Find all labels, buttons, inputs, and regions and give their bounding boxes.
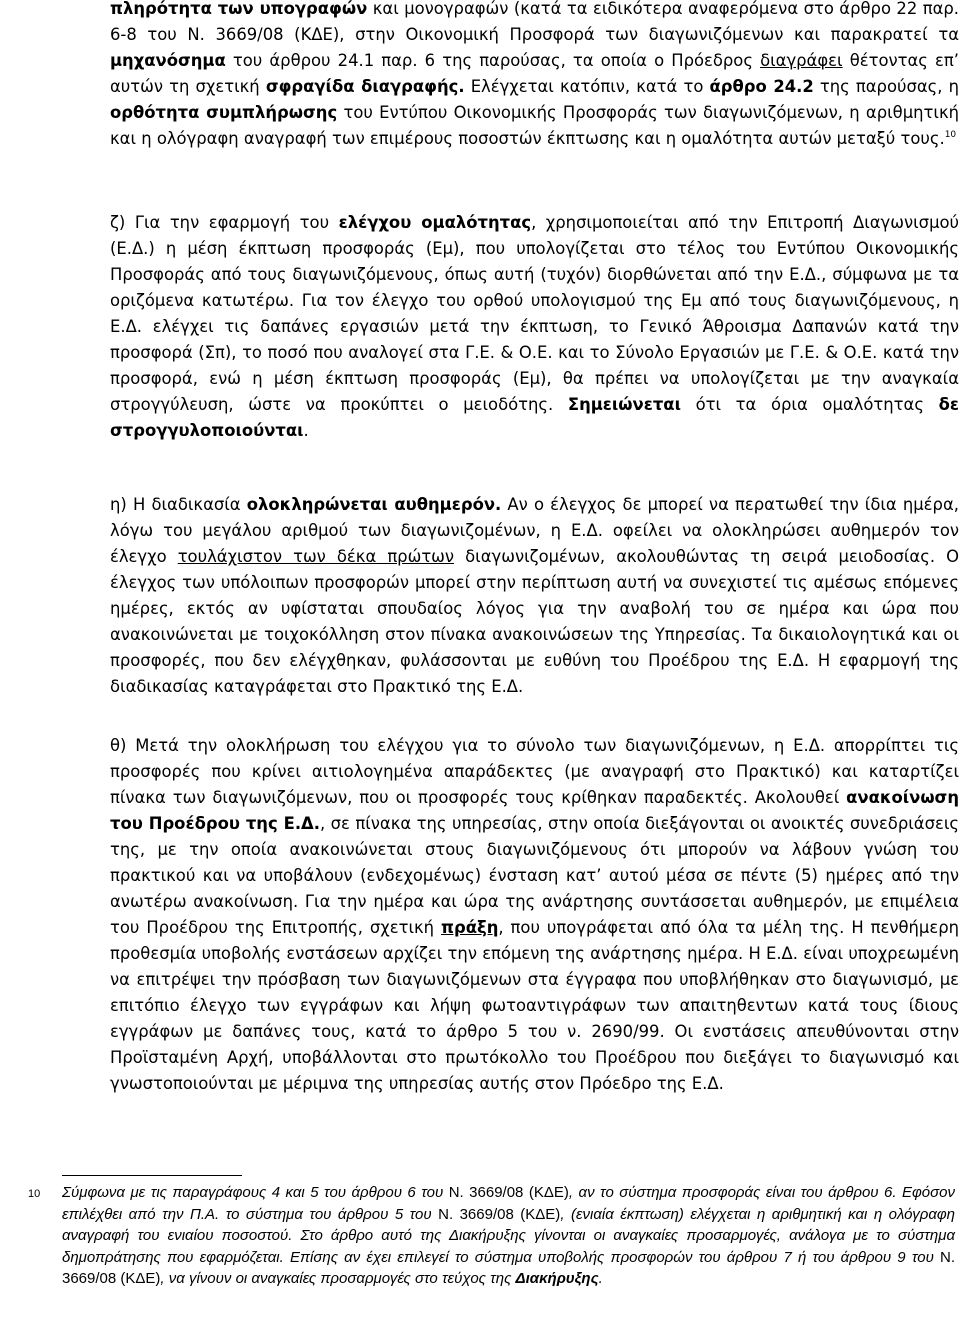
emphasis: μηχανόσημα xyxy=(110,51,226,70)
emphasis: ελέγχου ομαλότητας xyxy=(338,213,532,232)
text: Ν. 3669/08 (ΚΔΕ) xyxy=(62,1248,955,1288)
text: , (ενιαία έκπτωση) ελέγχεται η αριθμητική και η ολόγραφη αναγραφή του ενιαίου ποσοστού. Στο άρθρο αυτό της Διακήρυξης γίνονται οι αναγκαίες προσαρμογές, ανάλογα με το σύστημα δημοπράτησης που εφαρμόζεται. Επίσης αν έχει επιλεγεί το σύστημα υποβολής προσφορών του άρθρου 7 ή του άρθρου 9 του xyxy=(62,1205,955,1266)
text: ότι τα όρια ομαλότητας xyxy=(680,395,939,414)
text: του Εντύπου Οικονομικής Προσφοράς των διαγωνιζόμενων, η αριθμητική και η ολόγραφη αναγραφή των επιμέρους ποσοστών έκπτωσης και η ομαλότητα αυτών μεταξύ τους. xyxy=(110,103,959,148)
text: , σε πίνακα της υπηρεσίας, στην οποία διεξάγονται οι ανοικτές συνεδριάσεις της, με την οποία ανακοινώνεται στους διαγωνιζόμενους ότι μπορούν να λάβουν γνώση του πρακτικού και να υποβάλουν (ενδεχομένως) ένσταση κατ’ αυτού μέσα σε πέντε (5) ημέρες από την ανωτέρω ανακοίνωση. Για την ημέρα και ώρα της ανάρτησης συντάσσεται αυθημερόν, με επιμέλεια του Προέδρου της Επιτροπής, σχετική xyxy=(110,814,960,937)
text: . xyxy=(303,421,309,440)
paragraph-signatures-check xyxy=(110,0,959,152)
text: ζ) Για την εφαρμογή του xyxy=(110,213,339,232)
footnote-reference[interactable]: 10 xyxy=(944,130,957,140)
footnote-text xyxy=(62,1182,955,1290)
text: του άρθρου 24.1 παρ. 6 της παρούσας, τα οποία ο Πρόεδρος xyxy=(225,51,761,70)
text: Ελέγχεται κατόπιν, κατά το xyxy=(464,77,710,96)
underlined-emphasis: πράξη xyxy=(441,918,499,937)
footnote-marker: 10 xyxy=(28,1188,41,1200)
text: Ν. 3669/08 (ΚΔΕ) xyxy=(448,1184,569,1201)
text: . xyxy=(598,1270,603,1288)
text: Σύμφωνα με τις παραγράφους 4 και 5 του άρθρου 6 του xyxy=(62,1184,449,1201)
emphasis: πληρότητα των υπογραφών xyxy=(110,0,368,18)
text: , να γίνουν οι αναγκαίες προσαρμογές στο τεύχος της xyxy=(160,1270,516,1288)
text: η) Η διαδικασία xyxy=(110,495,247,514)
paragraph-zeta xyxy=(110,210,959,444)
paragraph-eta xyxy=(110,492,959,700)
text: Αν ο έλεγχος δε μπορεί να περατωθεί την ίδια ημέρα, λόγω του μεγάλου αριθμού των διαγωνιζομένων, η Ε.Δ. οφείλει να ολοκληρώσει αυθημερόν τον έλεγχο xyxy=(110,495,959,566)
underlined-text: διαγράφει xyxy=(760,51,843,70)
emphasis: ανακοίνωση του Προέδρου της Ε.Δ. xyxy=(110,788,959,833)
emphasis: σφραγίδα διαγραφής. xyxy=(265,77,465,96)
text: Ν. 3669/08 (ΚΔΕ) xyxy=(438,1205,561,1223)
text: θέτοντας επ’ αυτών τη σχετική xyxy=(110,51,959,96)
text: , που υπογράφεται από όλα τα μέλη της. Η πενθήμερη προθεσμία υποβολής ενστάσεων αρχίζει την επόμενη της ανάρτησης ημέρα. Η Ε.Δ. είναι υποχρεωμένη να επιτρέψει την πρόσβαση των διαγωνιζόμενων στα έγγραφα που υποβλήθηκαν στο διαγωνισμό, με επιτόπιο έλεγχο των εγγράφων και λήψη φωτοαντιγράφων των απαιτηθεντων κατά τους ίδιους εγγράφων με δαπάνες τους, κατά το άρθρο 5 του ν. 2690/99. Οι ενστάσεις απευθύνονται στην Προϊσταμένη Αρχή, υποβάλλονται στο πρωτόκολλο του Προέδρου που διεξάγει το διαγωνισμό και γνωστοποιούνται με μέριμνα της υπηρεσίας αυτής στον Πρόεδρο της Ε.Δ. xyxy=(110,918,960,1093)
emphasis: άρθρο 24.2 xyxy=(709,77,814,96)
underlined-text: τουλάχιστον των δέκα πρώτων xyxy=(177,547,455,566)
text: διαγωνιζομένων, ακολουθώντας τη σειρά μειοδοσίας. Ο έλεγχος των υπόλοιπων προσφορών μπορεί στην περίπτωση αυτή να συνεχιστεί τις αμέσως επόμενες ημέρες, εκτός αν υφίσταται σπουδαίος λόγος για την αναβολή του σε ημέρα και ώρα που ανακοινώνεται με τοιχοκόλληση στον πίνακα ανακοινώσεων της Υπηρεσίας. Τα δικαιολογητικά και οι προσφορές, που δεν ελέγχθηκαν, φυλάσσονται με ευθύνη του Προέδρου της Ε.Δ. Η εφαρμογή της διαδικασίας καταγράφεται στο Πρακτικό της Ε.Δ. xyxy=(110,547,959,696)
emphasis: δε στρογγυλοποιούνται xyxy=(110,395,959,440)
footnote-separator xyxy=(62,1175,242,1176)
text: , αν το σύστημα προσφοράς είναι του άρθρου 6. Εφόσον επιλέχθει από την Π.Α. το σύστημα του άρθρου 5 του xyxy=(62,1184,955,1223)
emphasis: ορθότητα συμπλήρωσης xyxy=(110,103,338,122)
text: της παρούσας, η xyxy=(813,77,959,96)
emphasis: Σημειώνεται xyxy=(567,395,681,414)
paragraph-theta xyxy=(110,733,959,1097)
text: και μονογραφών (κατά τα ειδικότερα αναφερόμενα στο άρθρο 22 παρ. 6-8 του Ν. 3669/08 (ΚΔΕ), στην Οικονομική Προσφορά των διαγωνιζόμενων και παρακρατεί τα xyxy=(110,0,960,44)
text: θ) Μετά την ολοκλήρωση του ελέγχου για το σύνολο των διαγωνιζόμενων, η Ε.Δ. απορρίπτει τις προσφορές που κρίνει αιτιολογημένα απαράδεκτες (με αναγραφή στο Πρακτικό) και καταρτίζει πίνακα των διαγωνιζόμενων, που οι προσφορές τους κρίθηκαν παραδεκτές. Ακολουθεί xyxy=(110,736,959,807)
emphasis: ολοκληρώνεται αυθημερόν. xyxy=(246,495,502,514)
emphasis: Διακήρυξης xyxy=(515,1270,599,1288)
text: , χρησιμοποιείται από την Επιτροπή Διαγωνισμού (Ε.Δ.) η μέση έκπτωση προσφοράς (Εμ), που υπολογίζεται στο τέλος του Εντύπου Οικονομικής Προσφοράς από τους διαγωνιζόμενους, όπως αυτή (τυχόν) διορθώνεται από την Ε.Δ., σύμφωνα με τα οριζόμενα κατωτέρω. Για τον έλεγχο του ορθού υπολογισμού της Εμ από τους διαγωνιζόμενους, η Ε.Δ. ελέγχει τις δαπάνες εργασιών μετά την έκπτωση, το Γενικό Άθροισμα Δαπανών κατά την προσφορά (Σπ), το ποσό που αναλογεί στα Γ.Ε. & Ο.Ε. και το Σύνολο Εργασιών με Γ.Ε. & Ο.Ε. κατά την προσφορά, ενώ η μέση έκπτωση προσφοράς (Εμ), θα πρέπει να υπολογίζεται με την αναγκαία στρογγύλευση, ώστε να προκύπτει ο μειοδότης. xyxy=(110,213,960,414)
